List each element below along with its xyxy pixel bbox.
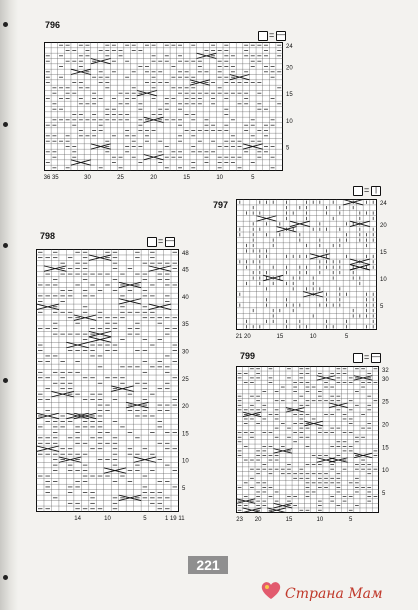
- binding-hole: [3, 122, 8, 127]
- watermark-logo: [258, 578, 284, 602]
- row-label: 10: [380, 277, 387, 284]
- row-label: 5: [182, 485, 186, 492]
- row-label: 35: [182, 322, 189, 329]
- legend-symbol: |: [374, 185, 378, 194]
- legend-symbol: —: [277, 30, 285, 39]
- row-label: 10: [182, 458, 189, 465]
- column-label: 1 19 11: [164, 516, 185, 522]
- row-label: 15: [182, 431, 189, 438]
- row-label: 5: [380, 304, 384, 311]
- page-number: 221: [188, 556, 228, 574]
- watermark-text: Страна Мам: [285, 586, 383, 602]
- row-label: 5: [286, 145, 290, 152]
- column-label: 10: [104, 516, 111, 522]
- legend-symbol: —: [166, 236, 174, 245]
- row-label: 20: [182, 404, 189, 411]
- row-label: 10: [286, 118, 293, 125]
- row-label: 25: [182, 376, 189, 383]
- column-label: 23: [236, 517, 243, 523]
- legend-empty-cell-icon: [258, 31, 268, 41]
- legend-empty-cell-icon: [353, 186, 363, 196]
- row-label: 10: [382, 468, 389, 475]
- column-label: 5: [344, 334, 349, 340]
- column-label: 14: [74, 516, 81, 522]
- column-label: 15: [276, 334, 284, 340]
- row-label: 25: [382, 399, 389, 406]
- column-label: 30: [84, 175, 91, 181]
- legend-empty-cell-icon: [147, 237, 157, 247]
- column-label: 25: [117, 175, 124, 181]
- column-label: 20: [254, 517, 262, 523]
- column-label: 10: [216, 175, 224, 181]
- row-label: 30: [182, 349, 189, 356]
- column-label: 10: [309, 334, 317, 340]
- column-label: 15: [183, 175, 190, 181]
- book-spine-shadow: [0, 0, 18, 610]
- binding-hole: [3, 378, 8, 383]
- row-label: 48: [182, 251, 189, 258]
- knitting-chart-798: [36, 249, 196, 531]
- row-label: 20: [380, 222, 387, 229]
- chart-number-798: 798: [40, 231, 56, 241]
- knitting-chart-796: [44, 42, 300, 187]
- row-label: 45: [182, 267, 189, 274]
- row-label: 30: [382, 376, 389, 383]
- column-label: 5: [251, 175, 255, 181]
- column-label: 5: [349, 517, 353, 523]
- row-label: 15: [380, 249, 387, 256]
- row-label: 24: [380, 201, 387, 208]
- row-label: 5: [382, 490, 386, 497]
- legend-symbol: —: [372, 352, 380, 361]
- binding-hole: [3, 243, 8, 248]
- row-label: 40: [182, 294, 189, 301]
- column-label: 15: [285, 517, 293, 523]
- row-label: 15: [382, 445, 389, 452]
- chart-number-799: 799: [240, 351, 256, 361]
- knitting-chart-799: [236, 366, 396, 532]
- row-label: 15: [286, 92, 293, 99]
- row-label: 24: [286, 44, 293, 51]
- column-label: 21 20: [236, 334, 251, 340]
- legend-empty-cell-icon: [353, 353, 363, 363]
- chart-number-797: 797: [213, 200, 229, 210]
- row-label: 20: [286, 65, 293, 72]
- column-label: 5: [143, 516, 147, 522]
- binding-hole: [3, 575, 8, 580]
- knitting-chart-797: [236, 199, 394, 345]
- column-label: 20: [150, 175, 157, 181]
- row-label: 20: [382, 422, 389, 429]
- binding-hole: [3, 22, 8, 27]
- column-label: 36 35: [44, 175, 59, 181]
- chart-number-796: 796: [45, 20, 61, 30]
- column-label: 10: [316, 517, 324, 523]
- row-label: 32: [382, 367, 389, 374]
